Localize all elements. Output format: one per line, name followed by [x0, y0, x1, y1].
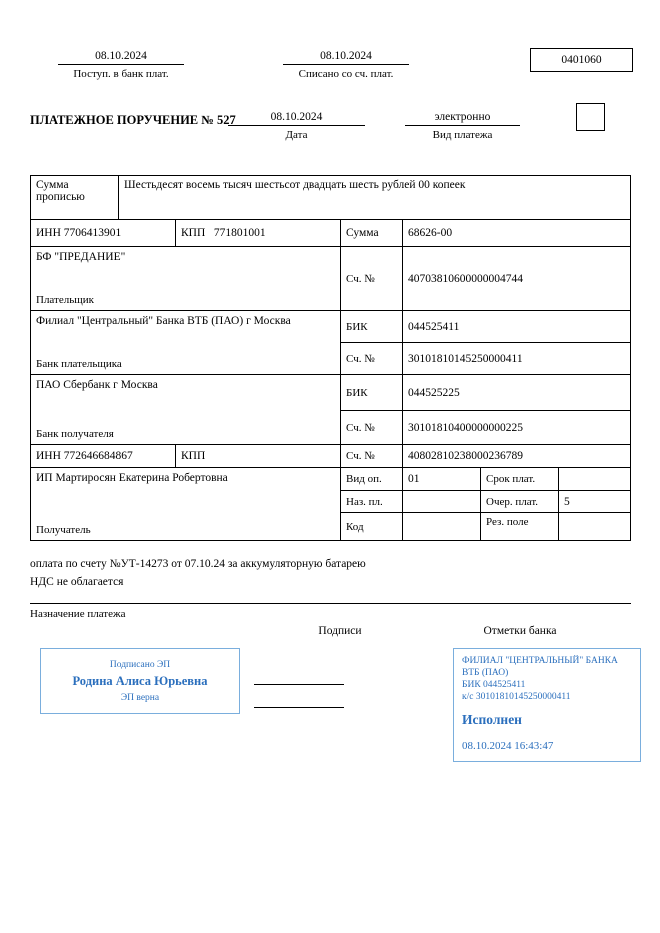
amount-words-label: Сумма прописью [31, 176, 119, 220]
status-box-empty [576, 103, 605, 131]
pay-term-value [559, 468, 631, 491]
purpose-divider-line [30, 603, 631, 604]
payer-bank-bik-value: 044525411 [403, 311, 631, 343]
signature-line-1 [254, 684, 344, 685]
payee-bank-block [31, 375, 341, 445]
payment-purpose-label: Назначение платежа [30, 608, 126, 620]
date-received-block [58, 50, 184, 80]
stamp-corr-account: к/с 30101810145250000411 [462, 692, 571, 703]
date-debited-block [283, 50, 409, 80]
amount-words-value: Шестьдесят восемь тысяч шестьсот двадцать шесть рублей 00 копеек [119, 176, 631, 220]
payee-role-label: Получатель [36, 524, 91, 536]
purpose-code-label: Наз. пл. [341, 491, 403, 513]
op-kind-value: 01 [403, 468, 481, 491]
payee-block [31, 468, 341, 541]
payment-purpose-line2: НДС не облагается [30, 575, 124, 588]
stamp-bik: БИК 044525411 [462, 680, 526, 691]
signatures-label: Подписи [318, 625, 362, 637]
priority-label: Очер. плат. [481, 491, 559, 513]
payee-bank-account-label: Сч. № [341, 411, 403, 445]
payee-bank-role-label: Банк получателя [36, 428, 114, 440]
sum-value: 68626-00 [403, 220, 631, 247]
bank-execution-stamp [453, 648, 641, 762]
esign-signer-name: Родина Алиса Юрьевна [72, 673, 208, 688]
payment-purpose-line1: оплата по счету №УТ-14273 от 07.10.24 за аккумуляторную батарею [30, 558, 366, 570]
pay-term-label: Срок плат. [481, 468, 559, 491]
payment-purpose-text [30, 556, 631, 592]
payer-kpp: КПП 771801001 [176, 220, 341, 247]
code-value [403, 513, 481, 541]
payee-bank-bik-label: БИК [341, 375, 403, 411]
payment-kind-label: Вид платежа [432, 129, 493, 141]
priority-value: 5 [559, 491, 631, 513]
payee-account-label: Сч. № [341, 445, 403, 468]
payer-bank-account-label: Сч. № [341, 343, 403, 375]
payment-kind-value: электронно [405, 111, 520, 126]
document-title: ПЛАТЕЖНОЕ ПОРУЧЕНИЕ № 527 [30, 113, 236, 127]
sum-label: Сумма [341, 220, 403, 247]
stamp-bank-name: ФИЛИАЛ "ЦЕНТРАЛЬНЫЙ" БАНКА ВТБ (ПАО) [462, 656, 618, 679]
payer-account-label: Сч. № [341, 247, 403, 311]
payee-bank-bik-value: 044525225 [403, 375, 631, 411]
payer-bank-role-label: Банк плательщика [36, 358, 122, 370]
payment-kind-block [405, 111, 520, 141]
esign-valid-label: ЭП верна [120, 692, 160, 703]
date-debited-label: Списано со сч. плат. [298, 68, 394, 80]
signature-line-2 [254, 707, 344, 708]
payer-bank-bik-label: БИК [341, 311, 403, 343]
op-kind-label: Вид оп. [341, 468, 403, 491]
payer-bank-account-value: 30101810145250000411 [403, 343, 631, 375]
payee-kpp-label: КПП [176, 445, 341, 468]
date-received-label: Поступ. в банк плат. [73, 68, 169, 80]
payer-bank-name: Филиал "Центральный" Банка ВТБ (ПАО) г Москва [36, 315, 291, 327]
payee-bank-name: ПАО Сбербанк г Москва [36, 379, 158, 391]
reserve-field-value [559, 513, 631, 541]
payee-inn: ИНН 772646684867 [31, 445, 176, 468]
payment-order-table [30, 175, 631, 541]
payer-role-label: Плательщик [36, 294, 94, 306]
code-label: Код [341, 513, 403, 541]
esignature-stamp [40, 648, 240, 714]
bank-marks-label: Отметки банка [483, 625, 557, 637]
payee-name: ИП Мартиросян Екатерина Робертовна [36, 472, 228, 484]
stamp-status: Исполнен [462, 711, 522, 727]
payer-block [31, 247, 341, 311]
purpose-code-value [403, 491, 481, 513]
esign-signed-label: Подписано ЭП [109, 659, 171, 670]
payee-account-value: 40802810238000236789 [403, 445, 631, 468]
date-debited-value: 08.10.2024 [283, 50, 409, 65]
payer-bank-block [31, 311, 341, 375]
form-code-box: 0401060 [530, 48, 633, 72]
stamp-datetime: 08.10.2024 16:43:47 [462, 739, 554, 752]
doc-date-block [228, 111, 365, 141]
reserve-field-label: Рез. поле [481, 513, 559, 541]
doc-date-label: Дата [285, 129, 308, 141]
doc-date-value: 08.10.2024 [228, 111, 365, 126]
payer-name: БФ "ПРЕДАНИЕ" [36, 251, 126, 263]
date-received-value: 08.10.2024 [58, 50, 184, 65]
payer-inn: ИНН 7706413901 [31, 220, 176, 247]
payee-bank-account-value: 30101810400000000225 [403, 411, 631, 445]
payer-account-value: 40703810600000004744 [403, 247, 631, 311]
